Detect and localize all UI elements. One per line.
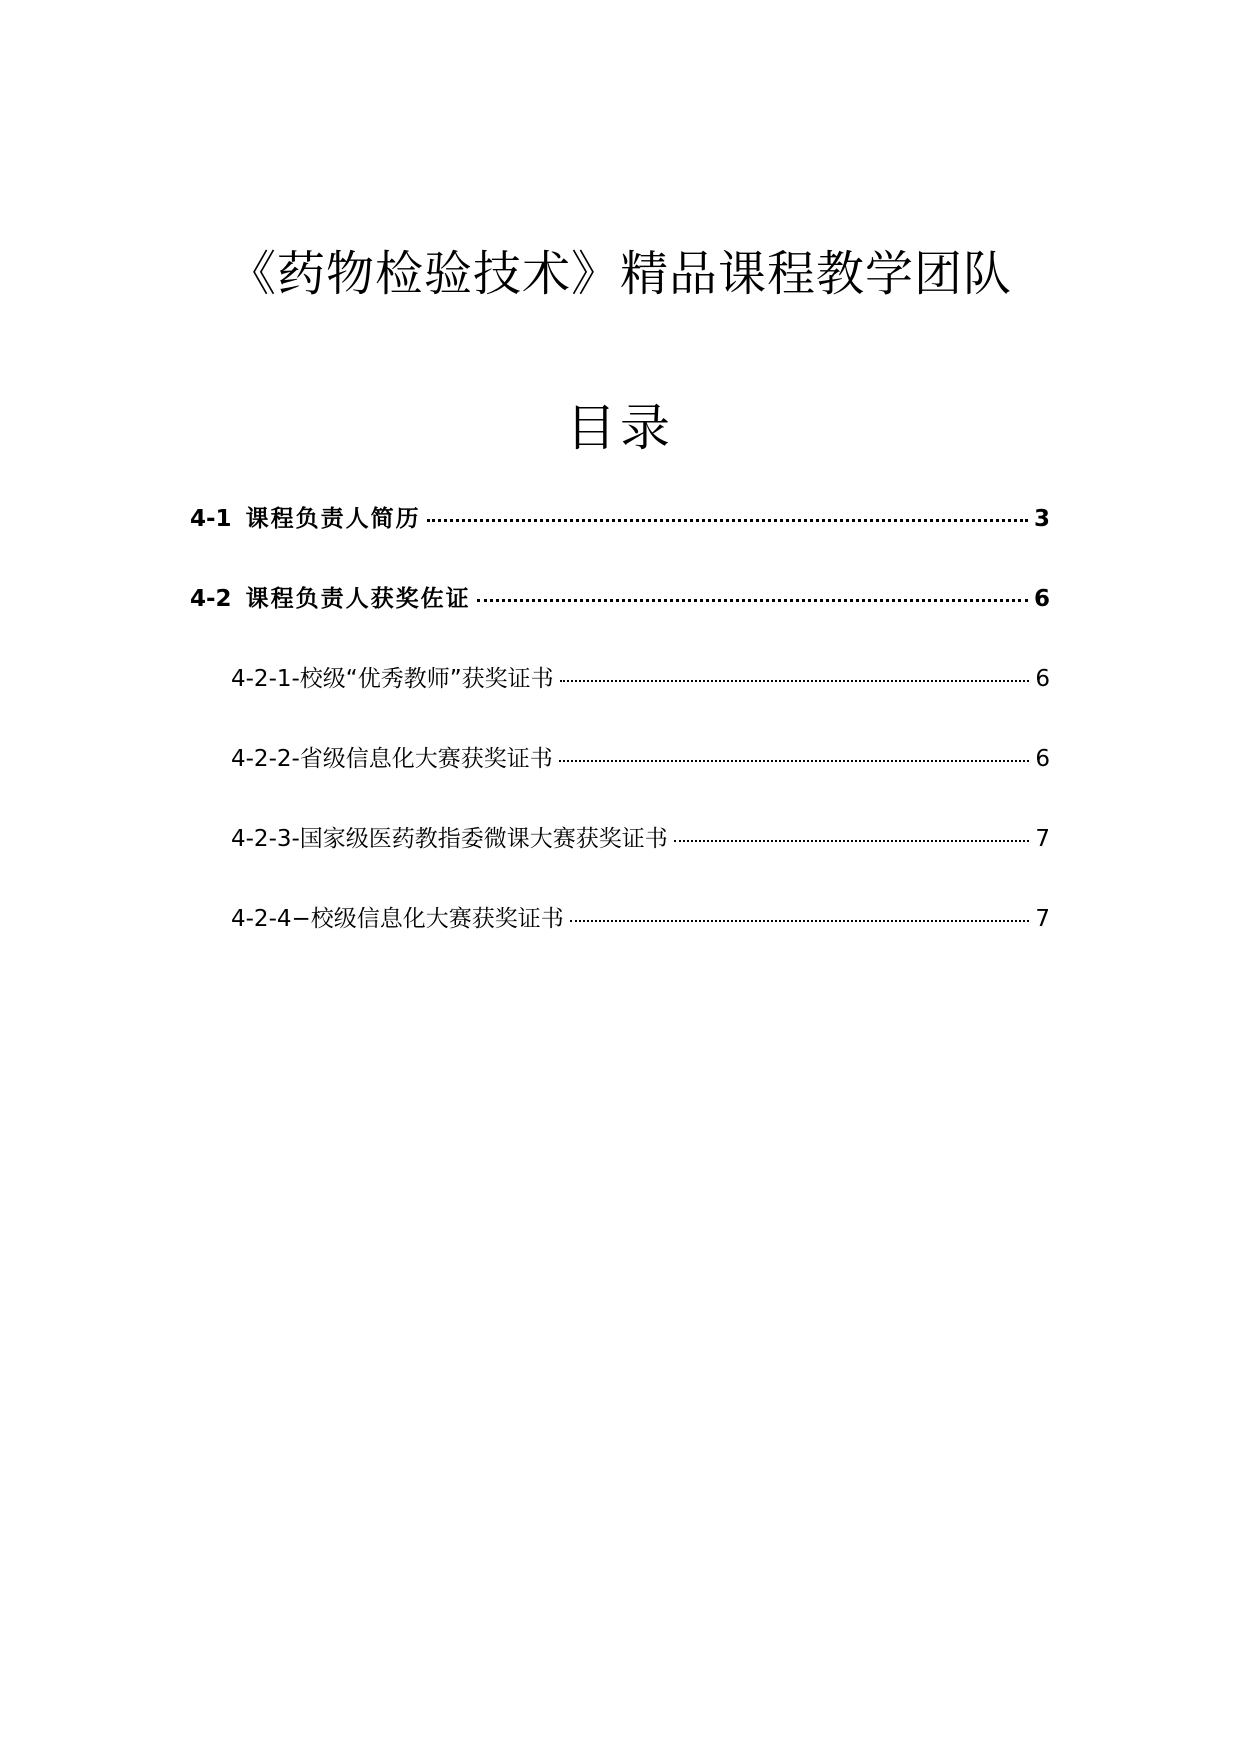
toc-dot-leader — [427, 519, 1028, 522]
toc-dot-leader — [477, 599, 1028, 602]
toc-entry-page: 6 — [1033, 586, 1050, 612]
toc-entry-4-2-4[interactable] — [231, 900, 1050, 933]
document-title: 《药物检验技术》精品课程教学团队 — [227, 246, 1012, 302]
toc-entry-page: 6 — [1035, 666, 1050, 692]
toc-entry-text: 4-2-4−校级信息化大赛获奖证书 — [231, 906, 564, 932]
toc-entry-page: 3 — [1033, 506, 1050, 532]
toc-entry-text: 4-2-2-省级信息化大赛获奖证书 — [231, 746, 553, 772]
toc-entry-4-2[interactable] — [190, 580, 1050, 613]
toc-entry-text: 课程负责人简历 — [245, 506, 421, 532]
toc-dot-leader — [560, 680, 1030, 682]
toc-entry-page: 6 — [1035, 746, 1050, 772]
toc-dot-leader — [570, 920, 1030, 922]
toc-entry-4-1[interactable] — [190, 500, 1050, 533]
toc-entry-number: 4-1 — [190, 506, 232, 532]
toc-heading: 目录 — [566, 399, 674, 457]
toc-entry-text: 4-2-1-校级“优秀教师”获奖证书 — [231, 666, 554, 692]
toc-entry-4-2-1[interactable] — [231, 660, 1050, 693]
toc-entry-page: 7 — [1035, 826, 1050, 852]
toc-entry-page: 7 — [1035, 906, 1050, 932]
toc-entry-number: 4-2 — [190, 586, 232, 612]
toc-entry-4-2-3[interactable] — [231, 820, 1050, 853]
toc-dot-leader — [674, 840, 1030, 842]
toc-entry-text: 4-2-3-国家级医药教指委微课大赛获奖证书 — [231, 826, 668, 852]
toc-entry-4-2-2[interactable] — [231, 740, 1050, 773]
toc-entry-text: 课程负责人获奖佐证 — [245, 586, 471, 612]
toc-dot-leader — [559, 760, 1030, 762]
